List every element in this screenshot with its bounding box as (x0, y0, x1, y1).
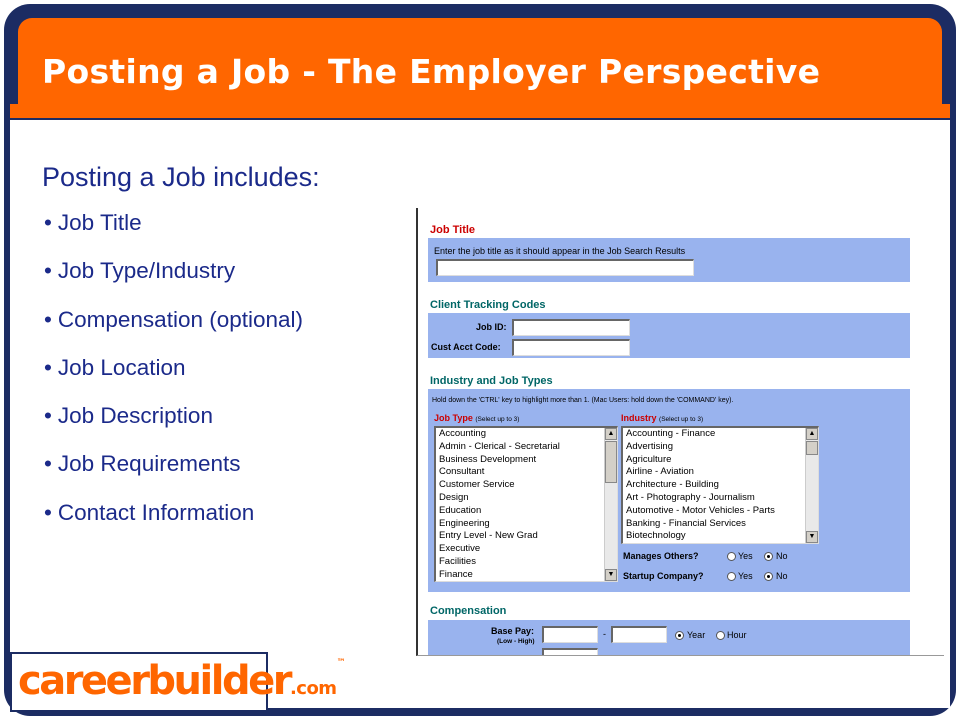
scroll-up-icon[interactable]: ▲ (605, 428, 617, 440)
list-item[interactable]: Accounting - Finance (626, 428, 716, 439)
manages-others-label: Manages Others? (623, 551, 699, 561)
list-item[interactable]: Education (439, 504, 482, 516)
tracking-heading: Client Tracking Codes (430, 299, 546, 311)
industry-listbox[interactable] (621, 426, 819, 544)
list-item[interactable]: Facilities (439, 555, 476, 567)
manages-no-label: No (776, 551, 788, 561)
list-item[interactable]: Business Development (439, 453, 537, 465)
scroll-up-icon[interactable]: ▲ (806, 428, 818, 440)
pay-year-radio[interactable] (675, 631, 684, 640)
bullet-item: • Job Description (44, 403, 213, 429)
list-item[interactable]: Airline - Aviation (626, 466, 694, 478)
list-item[interactable]: Consultant (439, 466, 485, 478)
bullet-item: • Compensation (optional) (44, 306, 304, 332)
industry-label: Industry (Select up to 3) (621, 413, 704, 423)
cust-acct-input[interactable] (512, 339, 630, 356)
slide-title: Posting a Job - The Employer Perspective (42, 52, 821, 91)
manages-yes-radio[interactable] (727, 552, 736, 561)
bullet-item: • Job Requirements (44, 451, 241, 477)
startup-no-radio[interactable] (764, 572, 773, 581)
industry-scrollbar[interactable] (805, 428, 818, 543)
list-item[interactable]: Accounting (439, 428, 487, 439)
scroll-down-icon[interactable]: ▼ (605, 569, 617, 581)
list-item[interactable]: Admin - Clerical - Secretarial (439, 440, 560, 452)
job-id-input[interactable] (512, 319, 630, 336)
scroll-thumb[interactable] (605, 441, 617, 483)
list-item[interactable]: Finance (439, 568, 473, 580)
logo-wordmark: careerbuilder.com™ (18, 658, 346, 704)
list-item[interactable]: Automotive - Motor Vehicles - Parts (626, 504, 775, 516)
bullet-list (44, 210, 303, 548)
list-item[interactable]: Biotechnology (626, 530, 686, 542)
scroll-thumb[interactable] (806, 441, 818, 455)
startup-yes-label: Yes (738, 571, 753, 581)
pay-hour-radio[interactable] (716, 631, 725, 640)
job-id-label: Job ID: (476, 322, 507, 332)
job-title-hint: Enter the job title as it should appear in the Job Search Results (434, 246, 686, 256)
base-pay-label: Base Pay: (491, 626, 535, 636)
pay-year-label: Year (687, 630, 706, 640)
bullet-item: • Job Type/Industry (44, 258, 236, 284)
list-item[interactable]: Architecture - Building (626, 479, 719, 491)
job-posting-form-screenshot (416, 208, 944, 656)
pay-hour-label: Hour (727, 630, 747, 640)
cust-acct-label: Cust Acct Code: (431, 342, 501, 352)
pay-range-dash: - (603, 629, 606, 639)
list-item[interactable]: Banking - Financial Services (626, 517, 746, 529)
base-pay-high-input[interactable] (611, 626, 667, 643)
scroll-down-icon[interactable]: ▼ (806, 531, 818, 543)
startup-no-label: No (776, 571, 788, 581)
job-type-listbox[interactable] (434, 426, 618, 582)
bullet-dot-icon: • (44, 306, 52, 332)
bullet-dot-icon: • (44, 499, 52, 525)
industry-hint: Hold down the 'CTRL' key to highlight more than 1. (Mac Users: hold down the 'COMMAND' key). (432, 397, 734, 404)
subheading: Posting a Job includes: (42, 162, 320, 192)
list-item[interactable]: Art - Photography - Journalism (626, 491, 755, 503)
manages-yes-label: Yes (738, 551, 753, 561)
startup-company-label: Startup Company? (623, 571, 704, 581)
job-type-scrollbar[interactable] (604, 428, 617, 581)
bullet-dot-icon: • (44, 354, 52, 380)
job-title-input[interactable] (436, 259, 694, 276)
list-item[interactable]: Design (439, 491, 469, 503)
bullet-item: • Job Location (44, 354, 186, 380)
job-title-heading: Job Title (430, 224, 476, 236)
list-item[interactable]: Executive (439, 543, 481, 555)
bullet-item: • Contact Information (44, 499, 255, 525)
bullet-dot-icon: • (44, 258, 52, 284)
commission-input[interactable] (542, 648, 598, 656)
list-item[interactable]: Advertising (626, 440, 673, 452)
list-item[interactable]: Entry Level - New Grad (439, 530, 538, 542)
title-bar-base (10, 104, 950, 118)
bullet-item: • Job Title (44, 210, 142, 235)
list-item[interactable]: Customer Service (439, 479, 515, 491)
bullet-dot-icon: • (44, 403, 52, 429)
industry-heading: Industry and Job Types (430, 375, 553, 387)
job-type-label: Job Type (Select up to 3) (434, 413, 520, 423)
list-item[interactable]: Engineering (439, 517, 490, 529)
careerbuilder-logo (10, 652, 346, 712)
bullet-dot-icon: • (44, 210, 52, 235)
bullet-dot-icon: • (44, 451, 52, 477)
pay-range-note: (Low - High) (497, 638, 535, 645)
base-pay-low-input[interactable] (542, 626, 598, 643)
list-item[interactable]: Agriculture (626, 453, 672, 465)
compensation-heading: Compensation (430, 605, 507, 617)
startup-yes-radio[interactable] (727, 572, 736, 581)
manages-no-radio[interactable] (764, 552, 773, 561)
